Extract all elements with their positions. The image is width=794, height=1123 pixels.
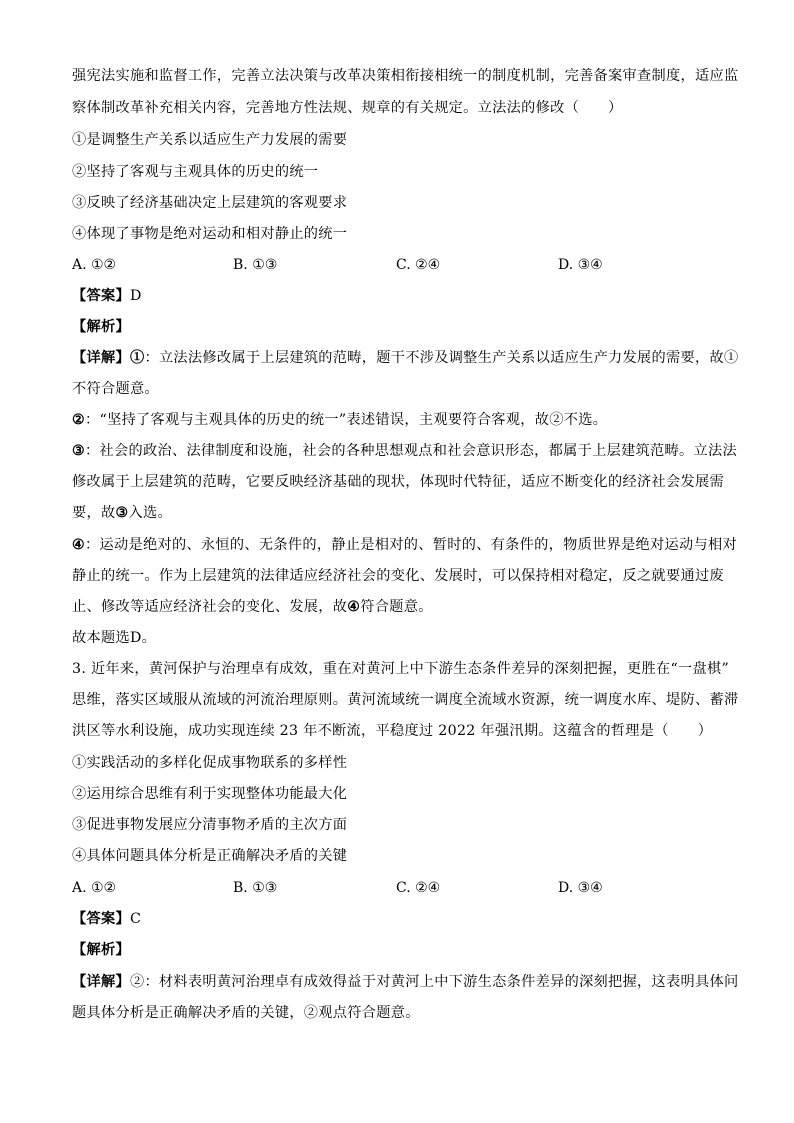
q3-statement-4: ④具体问题具体分析是正确解决矛盾的关键 bbox=[72, 848, 348, 864]
q2-detail-p1-line-1 bbox=[72, 348, 738, 368]
q2-analysis-tag: 【解析】 bbox=[72, 319, 130, 335]
detail-text: 止、修改等适应经济社会的变化、发展，故 bbox=[72, 599, 348, 615]
q3-answer bbox=[72, 909, 141, 929]
q2-statement-1: ①是调整生产关系以适应生产力发展的需要 bbox=[72, 132, 348, 148]
q2-detail-p1-line-2: 不符合题意。 bbox=[72, 381, 159, 397]
q3-statement-3: ③促进事物发展应分清事物矛盾的主次方面 bbox=[72, 817, 348, 833]
q3-statement-1: ①实践活动的多样化促成事物联系的多样性 bbox=[72, 755, 348, 771]
q3-stem-line-2: 思维，落实区域服从流域的河流治理原则。黄河流域统一调度全流域水资源，统一调度水库、堤防、蓄滞 bbox=[72, 692, 739, 708]
q2-detail-p3-line-3 bbox=[72, 503, 172, 523]
q3-option-d: D. ③④ bbox=[558, 880, 603, 896]
q2-detail-p3-line-2: 修改属于上层建筑的范畴，它要反映经济基础的现状，体现时代特征，适应不断变化的经济社会发展需 bbox=[72, 474, 724, 490]
q3-analysis-tag: 【解析】 bbox=[72, 942, 130, 958]
q3-option-a: A. ①② bbox=[72, 880, 117, 896]
q3-option-b: B. ①③ bbox=[233, 880, 278, 896]
detail-text: ：立法法修改属于上层建筑的范畴，题干不涉及调整生产关系以适应生产力发展的需要，故① bbox=[144, 350, 739, 366]
detail-mark: ④ bbox=[72, 537, 86, 553]
q2-option-b: B. ①③ bbox=[233, 257, 278, 273]
q3-statement-2: ②运用综合思维有利于实现整体功能最大化 bbox=[72, 786, 348, 802]
detail-mark: ② bbox=[72, 412, 86, 428]
q2-detail-p4-line-2: 静止的统一。作为上层建筑的法律适应经济社会的变化、发展时，可以保持相对稳定，反之就要通过废 bbox=[72, 568, 724, 584]
q2-option-a: A. ①② bbox=[72, 257, 117, 273]
answer-tag: 【答案】 bbox=[72, 911, 130, 927]
q2-detail-p4-line-3 bbox=[72, 597, 433, 617]
detail-mark: ③ bbox=[115, 505, 129, 521]
detail-mark: ① bbox=[129, 350, 145, 366]
q2-option-c: C. ②④ bbox=[396, 257, 441, 273]
detail-text: 符合题意。 bbox=[360, 599, 433, 615]
q2-statement-3: ③反映了经济基础决定上层建筑的客观要求 bbox=[72, 195, 348, 211]
detail-text: ：社会的政治、法律制度和设施，社会的各种思想观点和社会意识形态，都属于上层建筑范畴。立法法 bbox=[85, 443, 737, 459]
q3-stem-line-3: 洪区等水利设施，成功实现连续 23 年不断流，平稳度过 2022 年强汛期。这蕴含的哲理是（ ） bbox=[72, 723, 713, 739]
q2-detail-p2 bbox=[72, 410, 607, 430]
q2-detail-p4-line-1 bbox=[72, 535, 737, 555]
q3-stem-line-1: 3. 近年来，黄河保护与治理卓有成效，重在对黄河上中下游生态条件差异的深刻把握，更胜在“一盘棋” bbox=[72, 661, 730, 677]
q2-statement-4: ④体现了事物是绝对运动和相对静止的统一 bbox=[72, 226, 348, 242]
q3-detail-line-1 bbox=[72, 972, 738, 992]
detail-text: ：运动是绝对的、永恒的、无条件的，静止是相对的、暂时的、有条件的，物质世界是绝对运动与相对 bbox=[85, 537, 737, 553]
detail-text: 要，故 bbox=[72, 505, 116, 521]
q3-detail-line-2: 题具体分析是正确解决矛盾的关键，②观点符合题意。 bbox=[72, 1005, 420, 1021]
detail-tag: 【详解】 bbox=[72, 350, 130, 366]
q2-conclusion: 故本题选D。 bbox=[72, 630, 157, 646]
answer-value: D bbox=[129, 288, 142, 304]
q2-statement-2: ②坚持了客观与主观具体的历史的统一 bbox=[72, 164, 319, 180]
q3-option-c: C. ②④ bbox=[396, 880, 441, 896]
detail-text: ②：材料表明黄河治理卓有成效得益于对黄河上中下游生态条件差异的深刻把握，这表明具体问 bbox=[129, 974, 739, 990]
detail-text: 入选。 bbox=[128, 505, 172, 521]
detail-text: ：“坚持了客观与主观具体的历史的统一”表述错误，主观要符合客观，故②不选。 bbox=[85, 412, 608, 428]
detail-tag: 【详解】 bbox=[72, 974, 130, 990]
answer-tag: 【答案】 bbox=[72, 288, 130, 304]
q2-stem-line-1: 强宪法实施和监督工作，完善立法决策与改革决策相衔接相统一的制度机制，完善备案审查制度，适应监 bbox=[72, 68, 739, 84]
detail-mark: ③ bbox=[72, 443, 86, 459]
q2-detail-p3-line-1 bbox=[72, 441, 737, 461]
detail-mark: ④ bbox=[347, 599, 361, 615]
answer-value: C bbox=[129, 911, 142, 927]
q2-answer bbox=[72, 286, 142, 306]
q2-option-d: D. ③④ bbox=[558, 257, 603, 273]
q2-stem-line-2: 察体制改革补充相关内容，完善地方性法规、规章的有关规定。立法法的修改（ ） bbox=[72, 100, 623, 116]
